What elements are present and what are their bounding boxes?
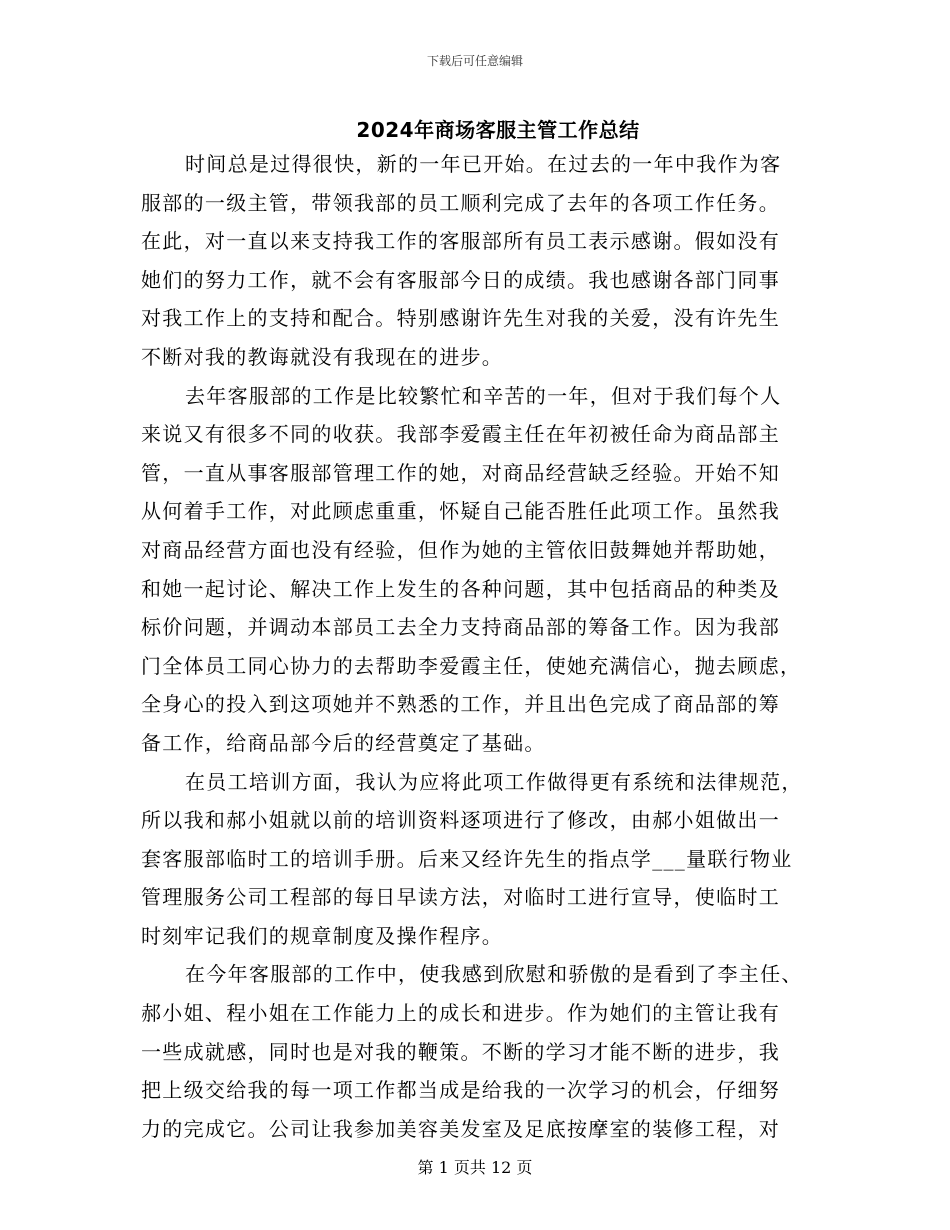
text-line: 时间总是过得很快，新的一年已开始。在过去的一年中我作为客 <box>185 152 782 176</box>
text-line: 服部的一级主管，带领我部的员工顺利完成了去年的各项工作任务。 <box>141 190 780 215</box>
text-line: 管理服务公司工程部的每日早读方法，对临时工进行宣导，使临时工 <box>141 885 780 910</box>
text-line: 所以我和郝小姐就以前的培训资料逐项进行了修改，由郝小姐做出一 <box>141 808 780 833</box>
text-line: 门全体员工同心协力的去帮助李爱霞主任，使她充满信心，抛去顾虑， <box>141 653 802 678</box>
text-line: 在此，对一直以来支持我工作的客服部所有员工表示感谢。假如没有 <box>141 229 780 254</box>
text-line: 和她一起讨论、解决工作上发生的各种问题，其中包括商品的种类及 <box>141 576 780 601</box>
text-line: 郝小姐、程小姐在工作能力上的成长和进步。作为她们的主管让我有 <box>141 1001 780 1026</box>
text-line: 来说又有很多不同的收获。我部李爱霞主任在年初被任命为商品部主 <box>141 422 780 447</box>
text-line: 从何着手工作，对此顾虑重重，怀疑自己能否胜任此项工作。虽然我 <box>141 499 780 524</box>
text-line: 套客服部临时工的培训手册。后来又经许先生的指点学___量联行物业 <box>141 846 793 871</box>
text-line: 在员工培训方面，我认为应将此项工作做得更有系统和法律规范， <box>185 769 803 794</box>
text-line: 对我工作上的支持和配合。特别感谢许先生对我的关爱，没有许先生 <box>141 306 780 331</box>
text-line: 备工作，给商品部今后的经营奠定了基础。 <box>141 730 546 755</box>
text-line: 把上级交给我的每一项工作都当成是给我的一次学习的机会，仔细努 <box>141 1078 780 1103</box>
text-line: 力的完成它。公司让我参加美容美发室及足底按摩室的装修工程，对 <box>141 1116 780 1141</box>
document-title: 2024年商场客服主管工作总结 <box>356 118 640 142</box>
text-line: 时刻牢记我们的规章制度及操作程序。 <box>141 923 504 948</box>
text-line: 不断对我的教诲就没有我现在的进步。 <box>141 344 504 369</box>
text-line: 一些成就感，同时也是对我的鞭策。不断的学习才能不断的进步，我 <box>141 1039 780 1064</box>
text-line: 标价问题，并调动本部员工去全力支持商品部的筹备工作。因为我部 <box>141 615 780 640</box>
text-line: 全身心的投入到这项她并不熟悉的工作，并且出色完成了商品部的筹 <box>141 692 780 717</box>
text-line: 她们的努力工作，就不会有客服部今日的成绩。我也感谢各部门同事 <box>141 267 780 292</box>
document-body <box>141 145 803 1148</box>
text-line: 去年客服部的工作是比较繁忙和辛苦的一年，但对于我们每个人 <box>185 383 782 408</box>
text-line: 在今年客服部的工作中，使我感到欣慰和骄傲的是看到了李主任、 <box>185 962 803 987</box>
header-note: 下载后可任意编辑 <box>426 54 523 68</box>
text-line: 管，一直从事客服部管理工作的她，对商品经营缺乏经验。开始不知 <box>141 460 780 485</box>
text-line: 对商品经营方面也没有经验，但作为她的主管依旧鼓舞她并帮助她， <box>141 537 780 562</box>
page-footer: 第 1 页共 12 页 <box>417 1158 533 1177</box>
